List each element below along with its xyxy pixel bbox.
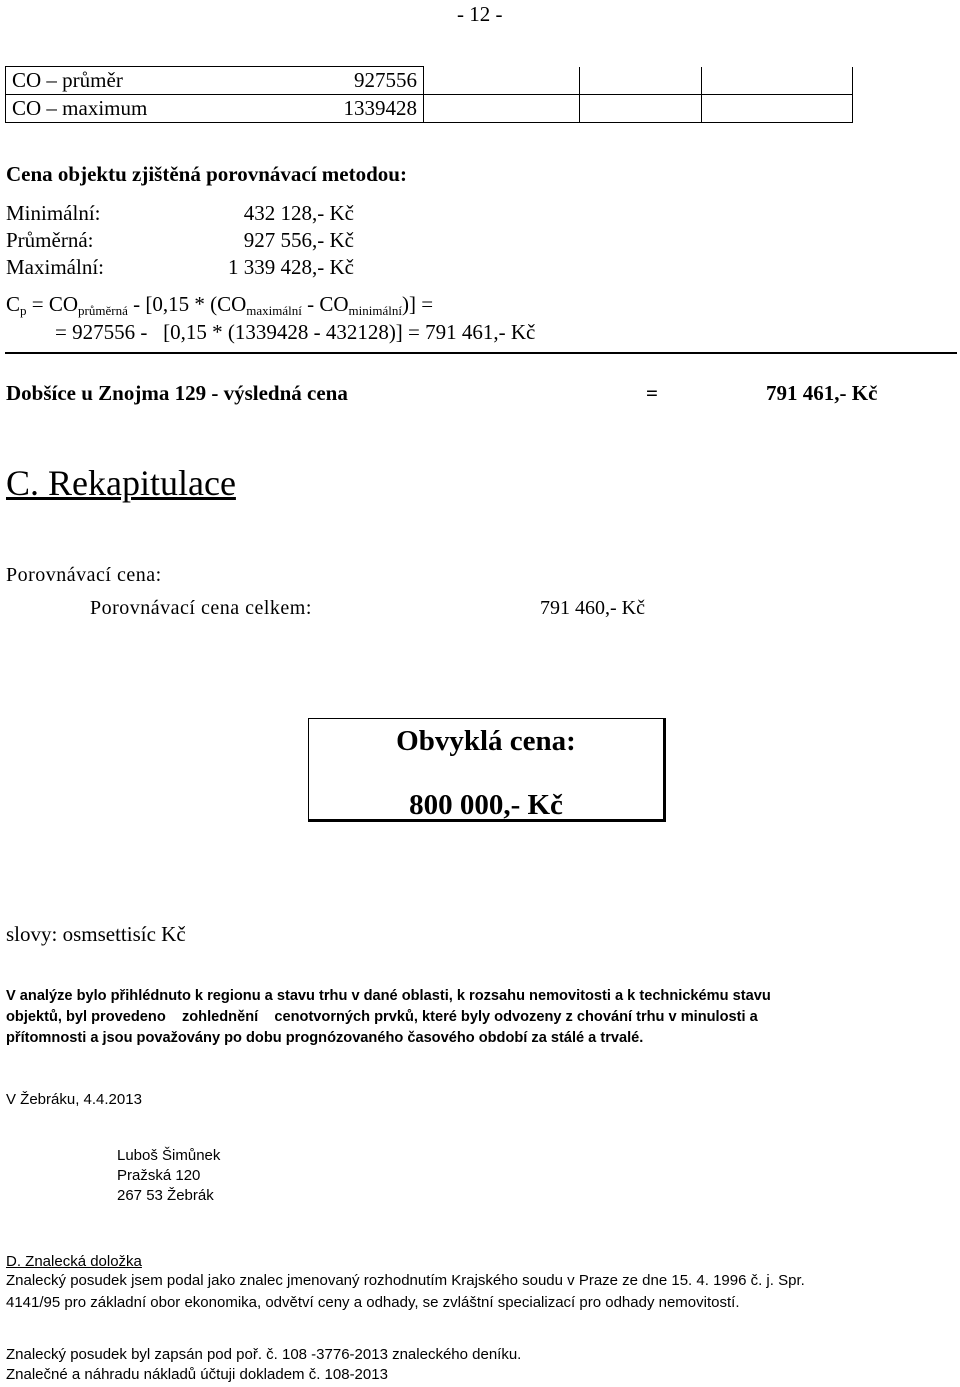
co-label: CO – maximum [6, 95, 202, 123]
place-date: V Žebráku, 4.4.2013 [6, 1091, 142, 1108]
max-value: 1 339 428,- Kč [228, 255, 354, 279]
record-line-1: Znalecký posudek byl zapsán pod poř. č. 108 -3776-2013 znaleckého deníku. [6, 1346, 522, 1363]
clause-line-2: 4141/95 pro základní obor ekonomika, odvětví ceny a odhady, se zvláštní specializací pro odhady nemovitostí. [6, 1294, 740, 1311]
page-number: - 12 - [457, 2, 503, 26]
max-label: Maximální: [6, 255, 104, 279]
avg-value: 927 556,- Kč [243, 228, 354, 252]
min-label: Minimální: [6, 201, 101, 225]
clause-line-1: Znalecký posudek jsem podal jako znalec jmenovaný rozhodnutím Krajského soudu v Praze ze dne 15. 4. 1996 č. j. Spr. [6, 1272, 805, 1289]
usual-price-label: Obvyklá cena: [396, 725, 576, 757]
result-label: Dobšíce u Znojma 129 - výsledná cena [6, 381, 348, 405]
result-equals: = [646, 381, 658, 405]
usual-price-value: 800 000,- Kč [409, 789, 563, 821]
recap-total-label: Porovnávací cena celkem: [90, 597, 312, 619]
clause-title: D. Znalecká doložka [6, 1253, 142, 1270]
table-row [6, 67, 853, 95]
section-title: C. Rekapitulace [6, 463, 236, 503]
comparative-heading: Cena objektu zjištěná porovnávací metodou: [6, 162, 407, 186]
co-value: 927556 [201, 67, 424, 95]
co-label: CO – průměr [6, 67, 202, 95]
formula-line-1: $C_p = CO_{průměrná} - [0,15 * (CO_{maximální} - CO_{minimální})]$ = [6, 292, 434, 318]
divider [5, 352, 957, 354]
analysis-line-2: objektů, byl provedeno zohlednění cenotvorných prvků, které byly odvozeny z chování trhu v minulosti a [6, 1009, 758, 1025]
co-value: 1339428 [201, 95, 424, 123]
analysis-line-3: přítomnosti a jsou považovány po dobu prognózovaného časového období za stálé a trvalé. [6, 1030, 644, 1046]
analysis-line-1: V analýze bylo přihlédnuto k regionu a stavu trhu v dané oblasti, k rozsahu nemovitosti a k technickému stavu [6, 988, 771, 1004]
co-table [5, 66, 853, 123]
min-value: 432 128,- Kč [243, 201, 354, 225]
author-street: Pražská 120 [117, 1167, 201, 1184]
formula-line-2: = 927556 - [0,15 * (1339428 - 432128)] = 791 461,- Kč [55, 320, 536, 344]
author-name: Luboš Šimůnek [117, 1147, 221, 1164]
recap-total-value: 791 460,- Kč [540, 597, 645, 619]
author-city: 267 53 Žebrák [117, 1187, 214, 1204]
price-in-words: slovy: osmsettisíc Kč [6, 922, 186, 946]
usual-price-box [308, 718, 666, 822]
recap-subheading: Porovnávací cena: [6, 564, 162, 586]
result-value: 791 461,- Kč [766, 381, 878, 405]
avg-label: Průměrná: [6, 228, 94, 252]
table-row [6, 95, 853, 123]
record-line-2: Znalečné a náhradu nákladů účtuji dokladem č. 108-2013 [6, 1366, 388, 1383]
